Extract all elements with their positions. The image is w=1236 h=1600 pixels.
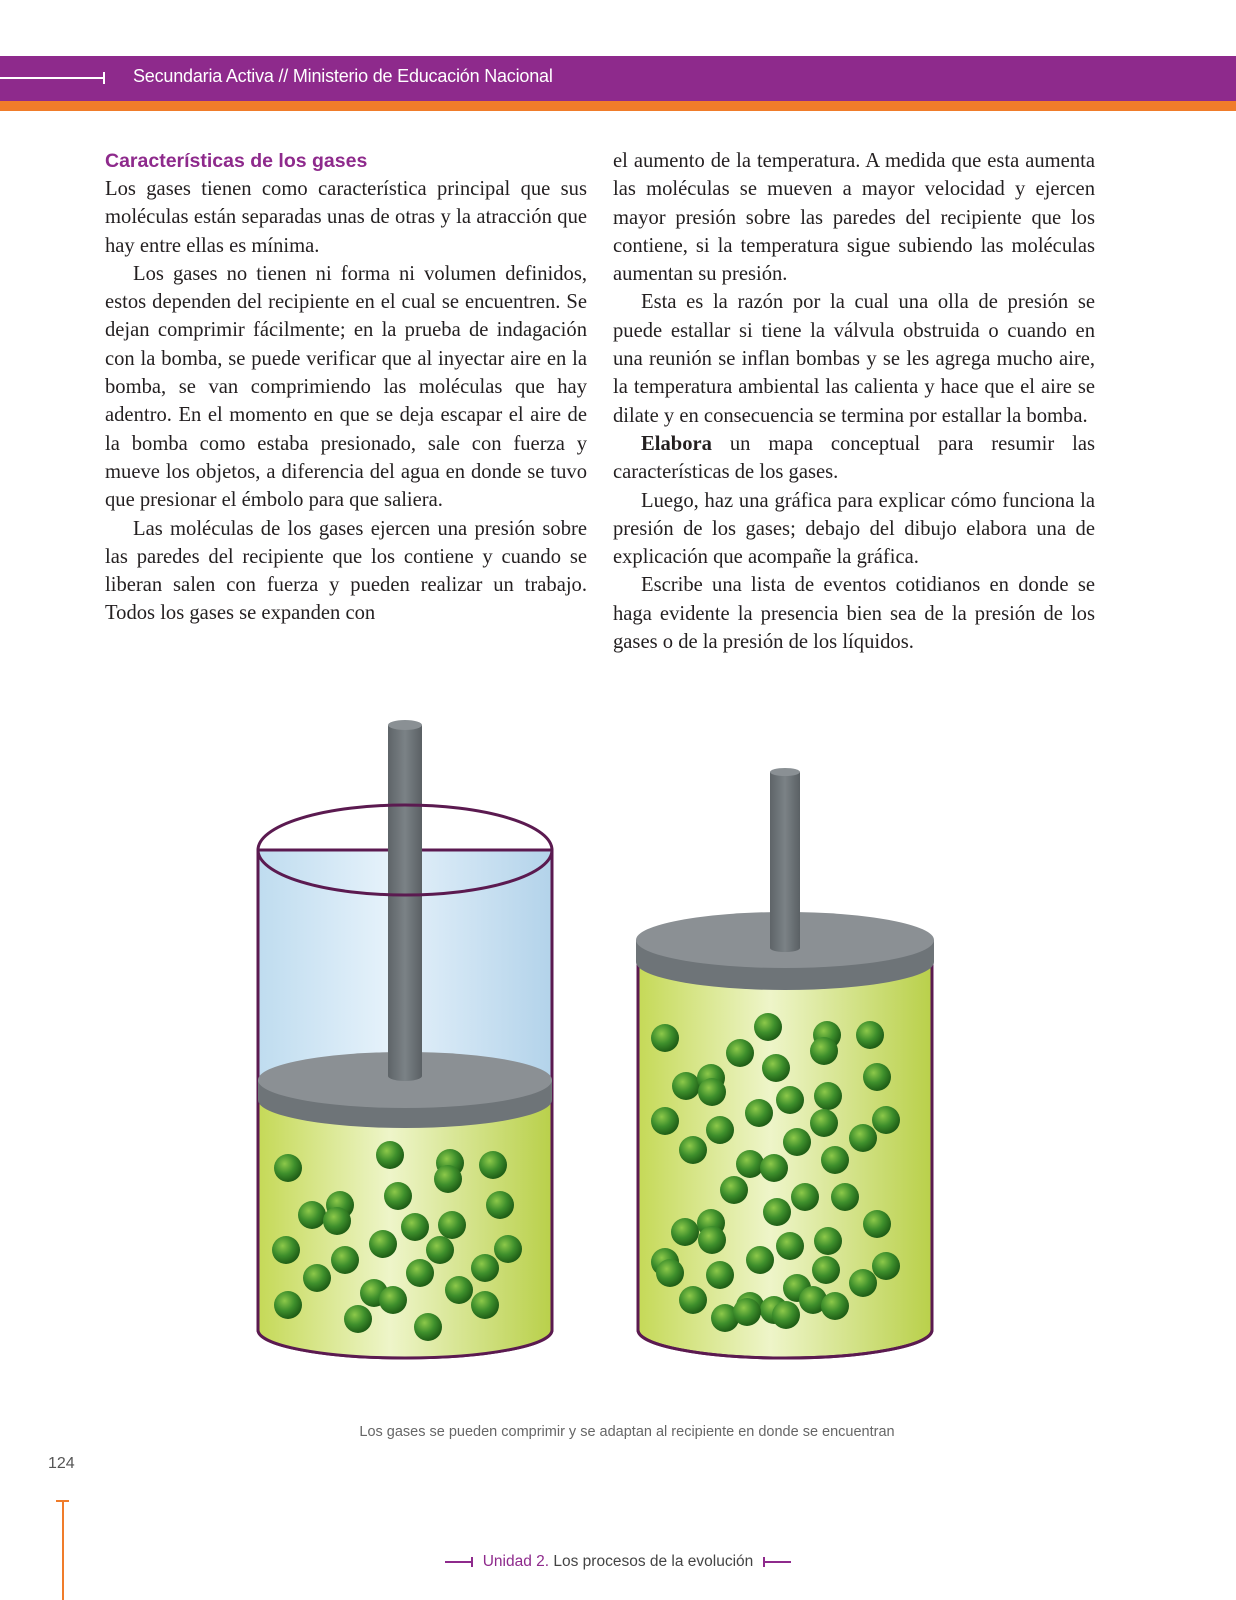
gas-molecule [471,1291,499,1319]
left-cylinder [258,720,552,1358]
gas-molecule [760,1154,788,1182]
bold-keyword: Elabora [641,432,712,455]
gas-molecule [810,1109,838,1137]
gas-molecule [406,1259,434,1287]
gas-molecule [772,1301,800,1329]
gas-molecule [656,1259,684,1287]
gas-molecule [733,1298,761,1326]
gas-molecule [745,1099,773,1127]
right-column [613,147,1095,656]
paragraph: Escribe una lista de eventos cotidianos en donde se haga evidente la presencia bien sea de la presión de los gases o de la presión de los líquidos. [613,574,1095,654]
gas-molecule [679,1136,707,1164]
figure-caption: Los gases se pueden comprimir y se adaptan al recipiente en donde se encuentran [359,1424,895,1440]
gas-molecule [814,1227,842,1255]
piston-rod-left [388,725,422,1081]
gas-molecule [698,1226,726,1254]
header-rule-tick [103,72,105,84]
footer-unit: Unidad 2. [482,1553,550,1570]
gas-molecule [331,1246,359,1274]
footer-rule-right [763,1561,791,1563]
page-number: 124 [48,1455,75,1472]
gas-molecule [434,1165,462,1193]
gas-molecule [303,1264,331,1292]
gas-molecule [445,1276,473,1304]
paragraph: Los gases no tienen ni forma ni volumen definidos, estos dependen del recipiente en el cual se encuentren. Se dejan comprimir fácilmente; en la prueba de indagación con la bomba, se puede verificar que al inyectar aire en la bomba, se van comprimiendo las moléculas que hay adentro. En el momento en que se deja escapar el aire de la bomba como estaba presionado, sale con fuerza y mueve los objetos, a diferencia del agua en donde se tuvo que presionar el émbolo para que saliera. [105,262,587,512]
footer-title: Los procesos de la evolución [553,1553,754,1570]
right-cylinder [636,768,934,1358]
gas-molecule [479,1151,507,1179]
gas-molecule [698,1078,726,1106]
gas-molecule [821,1146,849,1174]
gas-molecule [776,1232,804,1260]
gas-molecule [762,1054,790,1082]
gas-molecule [863,1063,891,1091]
paragraph: el aumento de la temperatura. A medida que esta aumenta las moléculas se mueven a mayor velocidad y ejercen mayor presión sobre las paredes del recipiente que los contiene, si la temperatura sigue subiendo las moléculas aumentan su presión. [613,150,1095,286]
gas-molecule [486,1191,514,1219]
piston-rod-right [770,772,800,952]
gas-molecule [426,1236,454,1264]
paragraph [613,430,1095,487]
gas-molecule [746,1246,774,1274]
gas-molecule [376,1141,404,1169]
header-rule [0,77,104,79]
gas-molecule [651,1107,679,1135]
gas-molecule [791,1183,819,1211]
gas-molecule [849,1124,877,1152]
gas-molecule [736,1150,764,1178]
gas-molecule [384,1182,412,1210]
gas-molecule [849,1269,877,1297]
gas-molecule [272,1236,300,1264]
gas-molecule [651,1024,679,1052]
gas-molecule [783,1128,811,1156]
gas-molecule [438,1211,466,1239]
paragraph-text: un mapa conceptual para resumir las características de los gases. [613,432,1095,484]
gas-molecule [776,1086,804,1114]
gas-molecule [494,1235,522,1263]
gas-molecule [706,1261,734,1289]
header-title: Secundaria Activa // Ministerio de Educación Nacional [133,66,553,86]
gas-molecule [672,1072,700,1100]
gas-molecule [720,1176,748,1204]
gas-compression-illustration [200,700,1000,1390]
gas-molecule [706,1116,734,1144]
paragraph: Luego, haz una gráfica para explicar cómo funciona la presión de los gases; debajo del dibujo elabora una de explicación que acompañe la gráfica. [613,489,1095,569]
left-column [105,147,587,628]
gas-molecule [872,1106,900,1134]
gas-molecule [671,1218,699,1246]
gas-molecule [754,1013,782,1041]
gas-molecule [856,1021,884,1049]
gas-molecule [763,1198,791,1226]
gas-molecule [679,1286,707,1314]
gas-molecule [323,1207,351,1235]
gas-molecule [401,1213,429,1241]
gas-molecule [812,1256,840,1284]
gas-molecule [810,1037,838,1065]
gas-molecule [379,1286,407,1314]
paragraph: Los gases tienen como característica principal que sus moléculas están separadas unas de otras y la atracción que hay entre ellas es mínima. [105,178,587,257]
gas-molecule [369,1230,397,1258]
gas-molecule [863,1210,891,1238]
gas-molecule [274,1154,302,1182]
gas-molecule [726,1039,754,1067]
gas-molecule [831,1183,859,1211]
footer [0,1553,1236,1571]
paragraph: Esta es la razón por la cual una olla de presión se puede estallar si tiene la válvula obstruida o cuando en una reunión se inflan bombas y se les agrega mucho aire, la temperatura ambiental las calienta y hace que el aire se dilate y en consecuencia se termina por estallar la bomba. [613,291,1095,427]
section-heading: Características de los gases [105,150,368,172]
gas-molecule [872,1252,900,1280]
gas-molecule [344,1305,372,1333]
footer-rule-left [445,1561,473,1563]
gas-molecule [298,1201,326,1229]
margin-rule [62,1500,64,1600]
gas-molecule [814,1082,842,1110]
paragraph: Las moléculas de los gases ejercen una presión sobre las paredes del recipiente que los contiene y cuando se liberan salen con fuerza y pueden realizar un trabajo. Todos los gases se expanden con [105,517,587,625]
gas-molecule [414,1313,442,1341]
gas-molecule [471,1254,499,1282]
header-orange-stripe [0,101,1236,111]
gas-molecule [274,1291,302,1319]
gas-molecule [821,1292,849,1320]
